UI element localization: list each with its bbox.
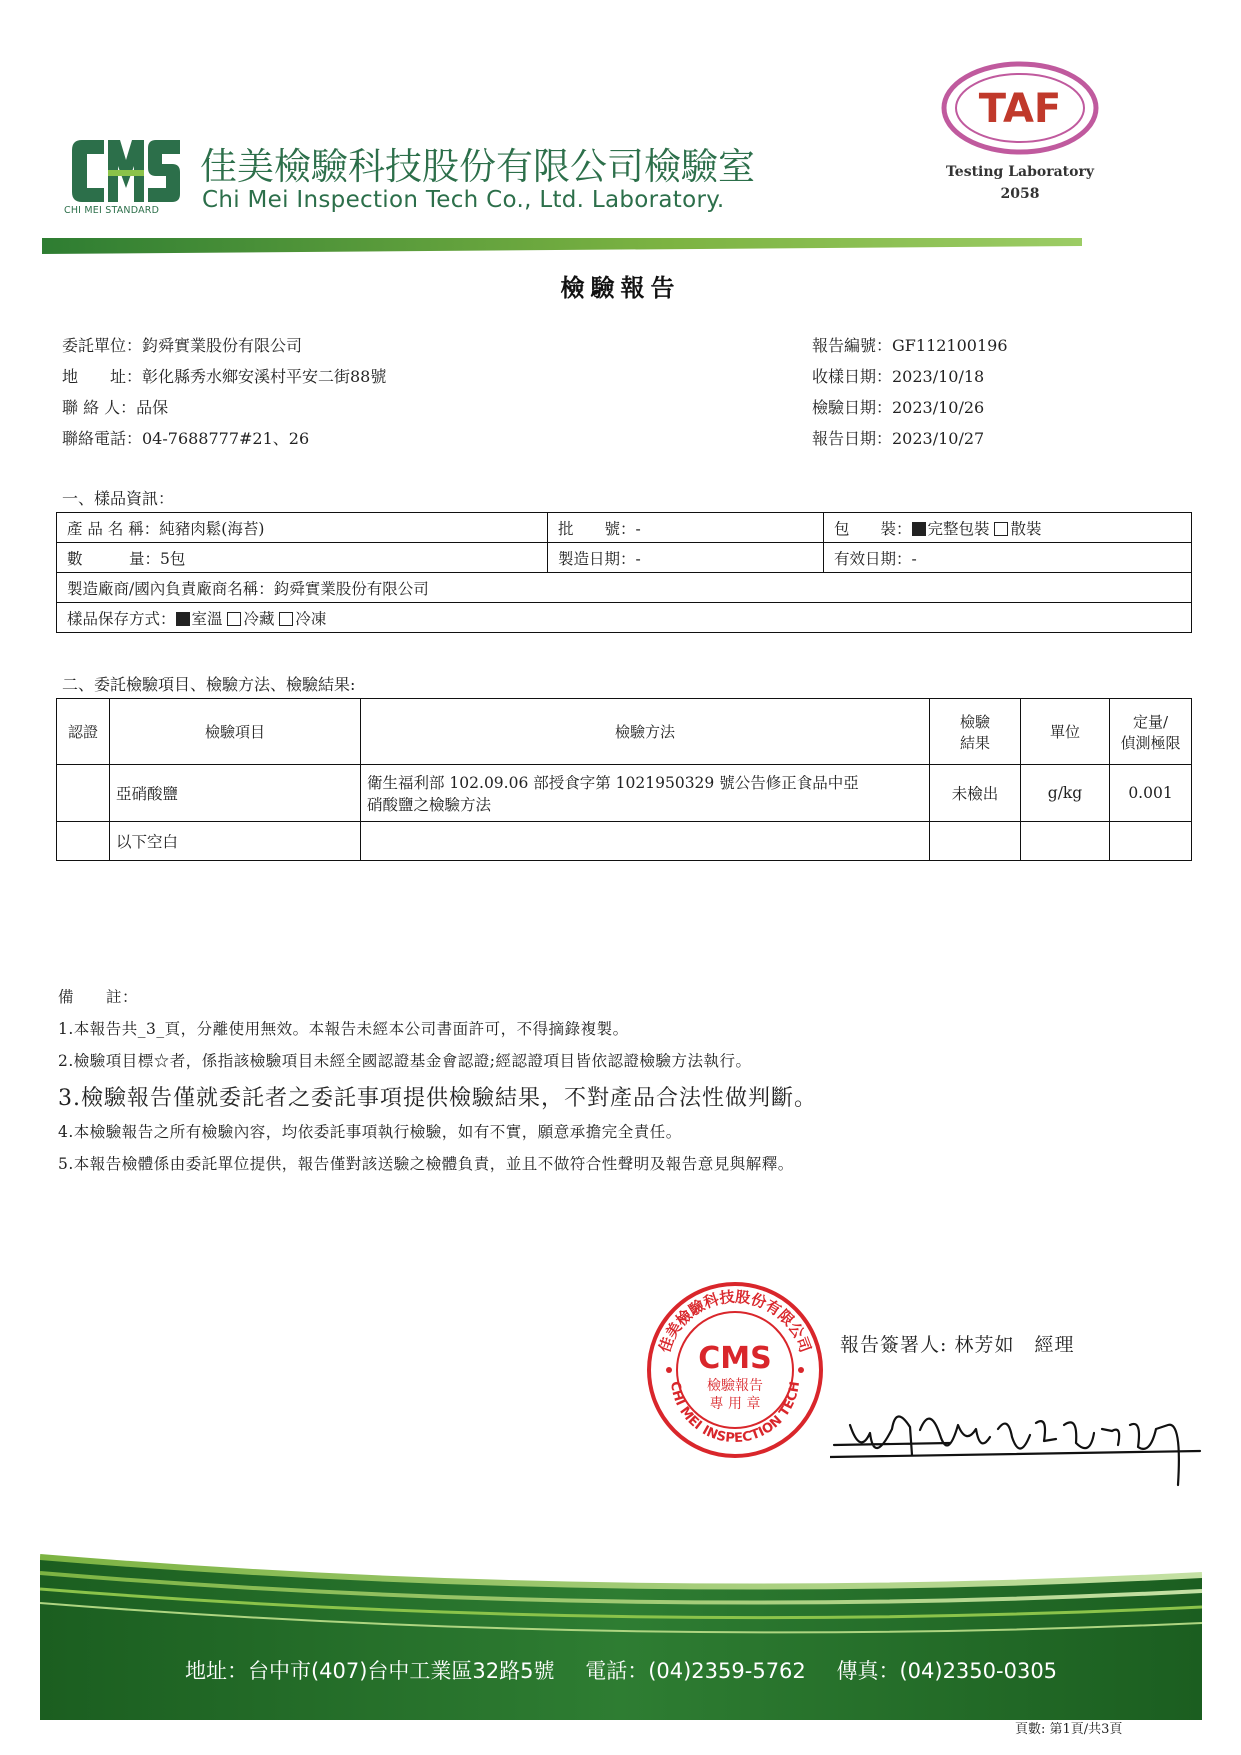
header-unit: 單位 — [1021, 699, 1110, 765]
test-results-table — [56, 698, 1192, 861]
cell-method: 衛生福利部 102.09.06 部授食字第 1021950329 號公告修正食品中亞 硝酸鹽之檢驗方法 — [361, 765, 930, 822]
seal-logo: CMS — [698, 1341, 772, 1376]
received-date: 收樣日期：2023/10/18 — [812, 367, 985, 386]
header-limit: 定量/ 偵測極限 — [1110, 699, 1192, 765]
note-3: 3.檢驗報告僅就委託者之委託事項提供檢驗結果，不對產品合法性做判斷。 — [58, 1086, 817, 1111]
report-number: 報告編號：GF112100196 — [812, 336, 1008, 355]
footer-contact — [40, 1655, 1202, 1685]
notes-heading: 備 註： — [58, 988, 139, 1006]
storage-option-room: 室溫 — [191, 609, 223, 628]
cell-item: 亞硝酸鹽 — [110, 765, 361, 822]
checkbox-checked-icon — [912, 522, 926, 536]
header-item: 檢驗項目 — [110, 699, 361, 765]
table-row — [57, 513, 1192, 543]
package-label: 包 裝： — [834, 519, 912, 538]
checkbox-empty-icon — [279, 612, 293, 626]
client-phone: 聯絡電話：04-7688777#21、26 — [62, 429, 310, 448]
storage-label: 樣品保存方式： — [67, 609, 176, 628]
client-unit: 委託單位：鈞舜實業股份有限公司 — [62, 336, 303, 355]
logo-subtitle: CHI MEI STANDARD — [64, 205, 160, 216]
seal-line-2: 專 用 章 — [709, 1396, 761, 1412]
table-header-row — [57, 699, 1192, 765]
expiry-date: 有效日期：- — [824, 543, 1192, 573]
notes-section — [58, 985, 1178, 1184]
client-contact: 聯 絡 人：品保 — [62, 398, 169, 417]
manufacturer: 製造廠商/國內負責廠商名稱：鈞舜實業股份有限公司 — [57, 573, 1192, 603]
note-4: 4.本檢驗報告之所有檢驗內容，均依委託事項執行檢驗，如有不實，願意承擔完全責任。 — [58, 1123, 682, 1141]
seal-ring-top: 佳美檢驗科技股份有限公司 — [655, 1287, 815, 1355]
sample-info-table — [56, 512, 1192, 633]
package-option-bulk: 散裝 — [1010, 519, 1042, 538]
cell-result: 未檢出 — [930, 765, 1021, 822]
manufacture-date: 製造日期：- — [548, 543, 824, 573]
test-date: 檢驗日期：2023/10/26 — [812, 398, 985, 417]
report-date: 報告日期：2023/10/27 — [812, 429, 985, 448]
table-row — [57, 543, 1192, 573]
header-method: 檢驗方法 — [361, 699, 930, 765]
footer-phone: 電話：(04)2359-5762 — [585, 1659, 806, 1683]
footer-fax: 傳真：(04)2350-0305 — [836, 1659, 1058, 1683]
note-1: 1.本報告共_3_頁，分離使用無效。本報告未經本公司書面許可，不得摘錄複製。 — [58, 1020, 629, 1038]
cms-logo — [68, 132, 183, 210]
taf-logo-text: TAF — [978, 86, 1062, 132]
company-seal-icon — [645, 1280, 825, 1460]
package-option-complete: 完整包裝 — [927, 519, 990, 538]
taf-lab-number: 2058 — [1000, 186, 1040, 202]
header-divider — [42, 238, 1082, 256]
company-name-en: Chi Mei Inspection Tech Co., Ltd. Laboratory. — [202, 187, 725, 213]
seal-line-1: 檢驗報告 — [707, 1378, 763, 1394]
note-2: 2.檢驗項目標☆者，係指該檢驗項目未經全國認證基金會認證;經認證項目皆依認證檢驗方法執行。 — [58, 1052, 752, 1070]
report-signer: 報告簽署人: 林芳如 經理 — [840, 1334, 1075, 1356]
checkbox-checked-icon — [176, 612, 190, 626]
note-5: 5.本報告檢體係由委託單位提供，報告僅對該送驗之檢體負責，並且不做符合性聲明及報告意見與解釋。 — [58, 1155, 794, 1173]
taf-logo — [940, 58, 1100, 158]
cell-unit: g/kg — [1021, 765, 1110, 822]
checkbox-empty-icon — [227, 612, 241, 626]
product-name: 產 品 名 稱：純豬肉鬆(海苔) — [57, 513, 548, 543]
footer-address: 地址：台中市(407)台中工業區32路5號 — [184, 1659, 555, 1683]
storage-option-frozen: 冷凍 — [295, 609, 327, 628]
handwritten-signature — [830, 1385, 1210, 1505]
cell-cert — [57, 765, 110, 822]
company-name-zh: 佳美檢驗科技股份有限公司檢驗室 — [200, 145, 755, 188]
batch-number: 批 號：- — [548, 513, 824, 543]
taf-lab-label: Testing Laboratory — [945, 164, 1095, 180]
header-result: 檢驗 結果 — [930, 699, 1021, 765]
package-cell — [824, 513, 1192, 543]
seal-ring-bottom: CHI MEI INSPECTION TECH — [666, 1380, 804, 1447]
client-address: 地 址：彰化縣秀水鄉安溪村平安二街88號 — [62, 367, 387, 386]
table-row — [57, 822, 1192, 861]
page-number: 頁數: 第1頁/共3頁 — [1015, 1722, 1123, 1737]
cell-blank-note: 以下空白 — [110, 822, 361, 861]
sample-section-title: 一、樣品資訊： — [62, 489, 175, 508]
table-row — [57, 765, 1192, 822]
checkbox-empty-icon — [994, 522, 1008, 536]
footer-banner — [40, 1545, 1202, 1720]
storage-cell — [57, 603, 1192, 633]
cell-limit: 0.001 — [1110, 765, 1192, 822]
quantity: 數 量：5包 — [57, 543, 548, 573]
report-title: 檢驗報告 — [560, 273, 681, 302]
tests-section-title: 二、委託檢驗項目、檢驗方法、檢驗結果: — [62, 675, 356, 694]
table-row — [57, 573, 1192, 603]
header-cert: 認證 — [57, 699, 110, 765]
table-row — [57, 603, 1192, 633]
storage-option-chilled: 冷藏 — [243, 609, 275, 628]
